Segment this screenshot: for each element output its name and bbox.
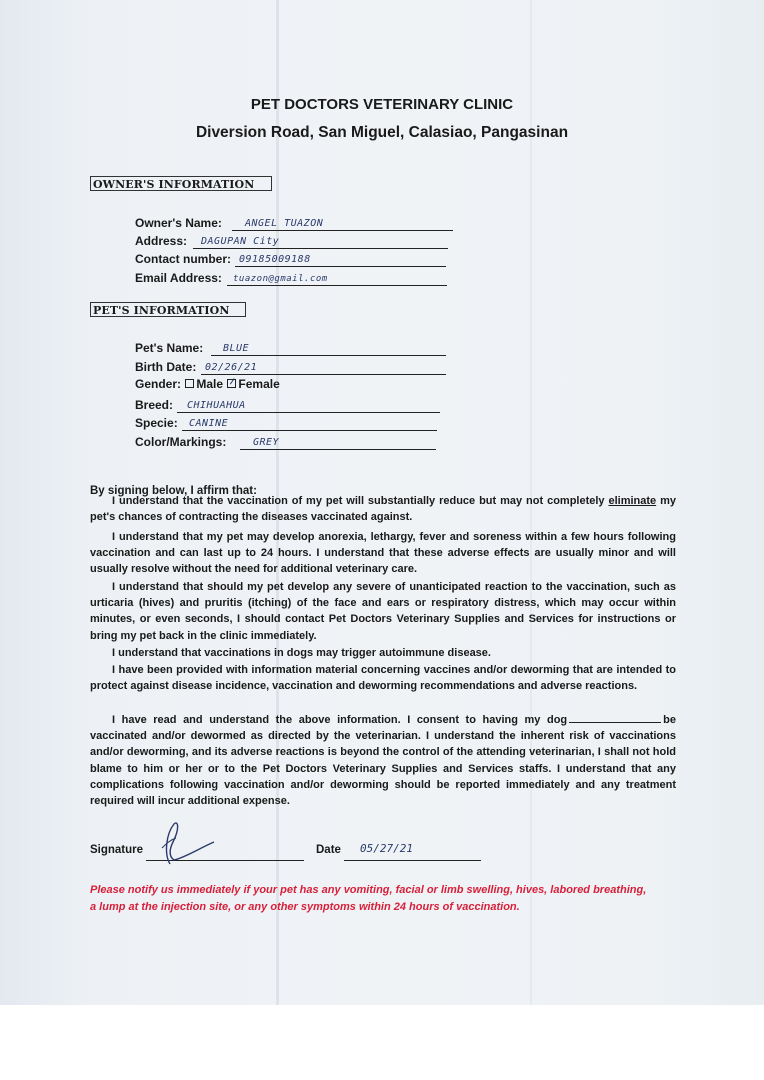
affirmation-paragraph: I understand that the vaccination of my pet will substantially reduce but may not completely eliminate my pet's chances of contracting the diseases vaccinated against. [90, 495, 676, 524]
affirmation-heading: By signing below, I affirm that: [90, 485, 257, 497]
owner-name-value: ANGEL TUAZON [245, 218, 324, 229]
gender-male-checkbox[interactable] [185, 379, 194, 388]
affirmation-paragraph: I understand that my pet may develop anorexia, lethargy, fever and soreness within a few hours following vaccination and can last up to 24 hours. I understand that these adverse effects are usually minor and will usually resolve without the need for additional veterinary care. [90, 531, 676, 576]
pet-gender-field [135, 377, 280, 391]
pet-color-field[interactable] [135, 433, 436, 450]
owner-contact-field[interactable] [135, 250, 446, 267]
owner-section-title: OWNER'S INFORMATION [90, 176, 272, 191]
pet-color-value: GREY [253, 437, 280, 448]
affirmation-paragraph: I understand that vaccinations in dogs may trigger autoimmune disease. [112, 647, 491, 659]
pet-specie-value: CANINE [189, 418, 229, 429]
owner-contact-label: Contact number: [135, 252, 231, 266]
pet-breed-value: CHIHUAHUA [187, 400, 246, 411]
owner-address-value: DAGUPAN City [201, 236, 280, 247]
pet-birthdate-value: 02/26/21 [205, 362, 258, 373]
pet-breed-field[interactable] [135, 396, 440, 413]
vaccination-notice: Please notify us immediately if your pet has any vomiting, facial or limb swelling, hives, labored breathing, a lump at the injection site, or any other symptoms within 24 hours of vaccination. [90, 884, 647, 913]
gender-female-label: Female [238, 377, 280, 391]
gender-female-checkbox[interactable] [227, 379, 236, 388]
affirmation-paragraph: I have been provided with information material concerning vaccines and/or deworming that are intended to protect against disease incidence, vaccination and deworming recommendations and adverse reactions. [90, 664, 676, 693]
pet-name-field[interactable] [135, 339, 446, 356]
pet-specie-field[interactable] [135, 414, 437, 431]
owner-name-label: Owner's Name: [135, 216, 222, 230]
clinic-address: Diversion Road, San Miguel, Calasiao, Pangasinan [195, 124, 569, 141]
pet-birthdate-label: Birth Date: [135, 360, 197, 374]
pet-breed-label: Breed: [135, 398, 174, 412]
pet-birthdate-field[interactable] [135, 358, 446, 375]
date-value: 05/27/21 [360, 842, 413, 855]
owner-email-label: Email Address: [135, 271, 222, 285]
pet-color-label: Color/Markings: [135, 435, 227, 449]
date-line[interactable] [344, 860, 481, 861]
owner-email-value: tuazon@gmail.com [233, 274, 328, 284]
gender-male-label: Male [196, 377, 224, 391]
owner-contact-value: 09185009188 [239, 254, 311, 265]
dog-name-blank[interactable] [569, 712, 661, 723]
affirmation-paragraph: I understand that should my pet develop any severe of unanticipated reaction to the vaccination, such as urticaria (hives) and pruritis (itching) of the face and ears or respiratory distress, which may occur within minutes, or even seconds, I should contact Pet Doctors Veterinary Supplies and Services for instructions or bring my pet back in the clinic immediately. [90, 581, 676, 642]
owner-name-field[interactable] [135, 214, 453, 231]
owner-address-field[interactable] [135, 232, 448, 249]
gender-label: Gender: [135, 377, 182, 391]
date-label: Date [316, 844, 341, 856]
pet-section-title: PET'S INFORMATION [90, 302, 246, 317]
owner-email-field[interactable] [135, 269, 447, 286]
owner-address-label: Address: [135, 234, 188, 248]
signature-handwriting [140, 818, 220, 868]
clinic-name: PET DOCTORS VETERINARY CLINIC [250, 96, 514, 113]
pet-specie-label: Specie: [135, 416, 178, 430]
affirmation-paragraph: I have read and understand the above information. I consent to having my dog be vaccinated and/or dewormed as directed by the veterinarian. I understand the inherent risk of vaccinations and/or deworming, and its adverse reactions is beyond the control of the attending veterinarian, I shall not hold blame to him or her or to the Pet Doctors Veterinary Supplies and Services staffs. I understand that any complications following vaccination and/or deworming should be reported immediately and any treatment required will incur additional expense. [90, 714, 676, 808]
pet-name-label: Pet's Name: [135, 341, 204, 355]
pet-name-value: BLUE [223, 343, 250, 354]
signature-label: Signature [90, 844, 144, 856]
